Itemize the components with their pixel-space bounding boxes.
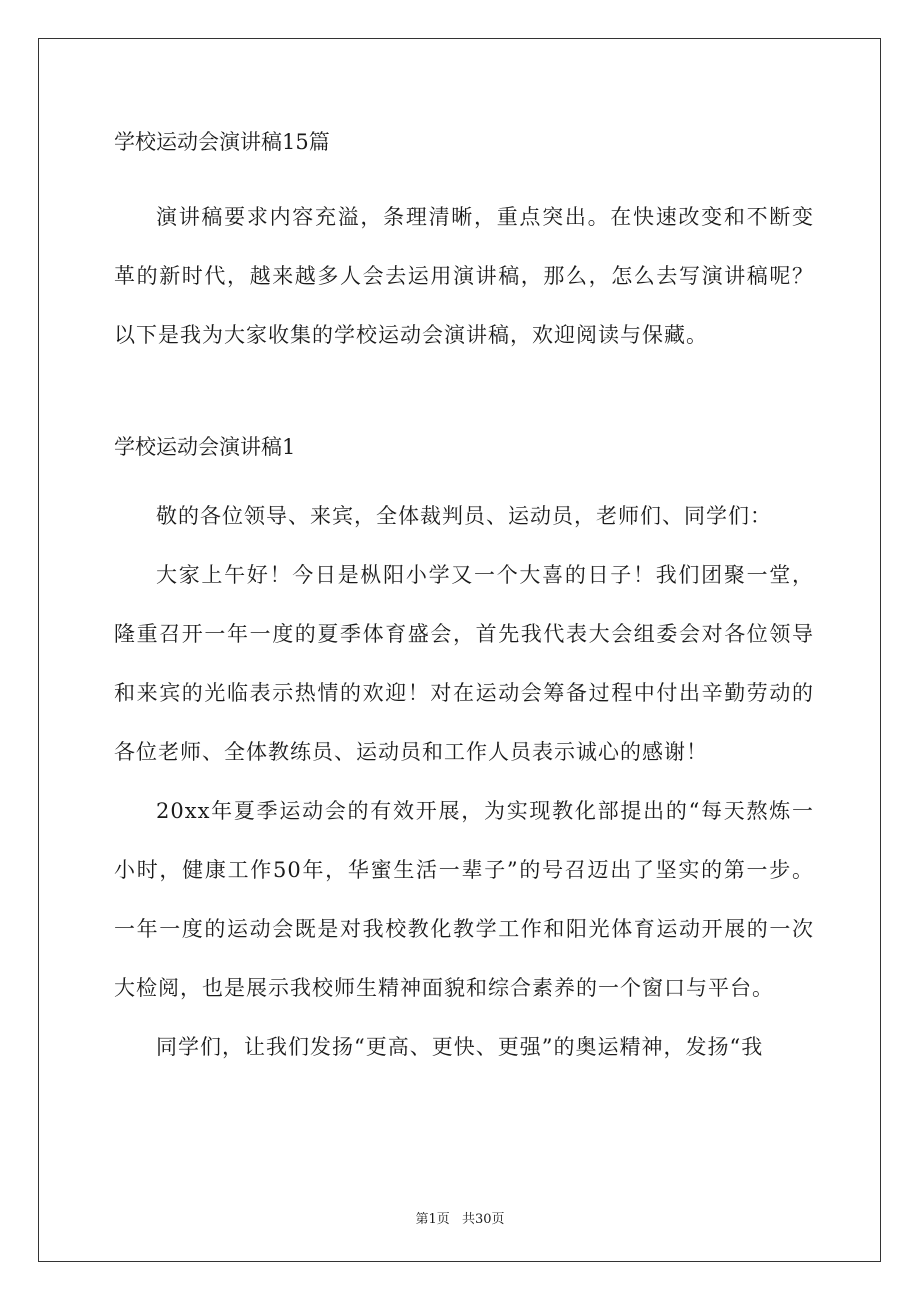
page-footer xyxy=(0,1208,920,1227)
intro-paragraph: 演讲稿要求内容充溢，条理清晰，重点突出。在快速改变和不断变革的新时代，越来越多人会去运用演讲稿，那么，怎么去写演讲稿呢？以下是我为大家收集的学校运动会演讲稿，欢迎阅读与保藏。 xyxy=(114,205,814,347)
section-title: 学校运动会演讲稿1 xyxy=(114,435,296,459)
body-paragraph: 20xx年夏季运动会的有效开展，为实现教化部提出的“每天熬炼一小时，健康工作50年，华蜜生活一辈子”的号召迈出了坚实的第一步。一年一度的运动会既是对我校教化教学工作和阳光体育运动开展的一次大检阅，也是展示我校师生精神面貌和综合素养的一个窗口与平台。 xyxy=(114,799,814,1000)
body-paragraph: 同学们，让我们发扬“更高、更快、更强”的奥运精神，发扬“我 xyxy=(156,1035,764,1059)
body-paragraph: 大家上午好！今日是枞阳小学又一个大喜的日子！我们团聚一堂，隆重召开一年一度的夏季体育盛会，首先我代表大会组委会对各位领导和来宾的光临表示热情的欢迎！对在运动会筹备过程中付出辛勤劳动的各位老师、全体教练员、运动员和工作人员表示诚心的感谢！ xyxy=(114,563,814,764)
document-title: 学校运动会演讲稿15篇 xyxy=(114,130,330,154)
page-number: 第1页 xyxy=(415,1212,450,1227)
document-body xyxy=(114,116,814,1077)
body-paragraph: 敬的各位领导、来宾，全体裁判员、运动员，老师们、同学们： xyxy=(156,504,772,528)
page-total: 共30页 xyxy=(461,1212,505,1227)
section-spacer xyxy=(114,365,814,407)
